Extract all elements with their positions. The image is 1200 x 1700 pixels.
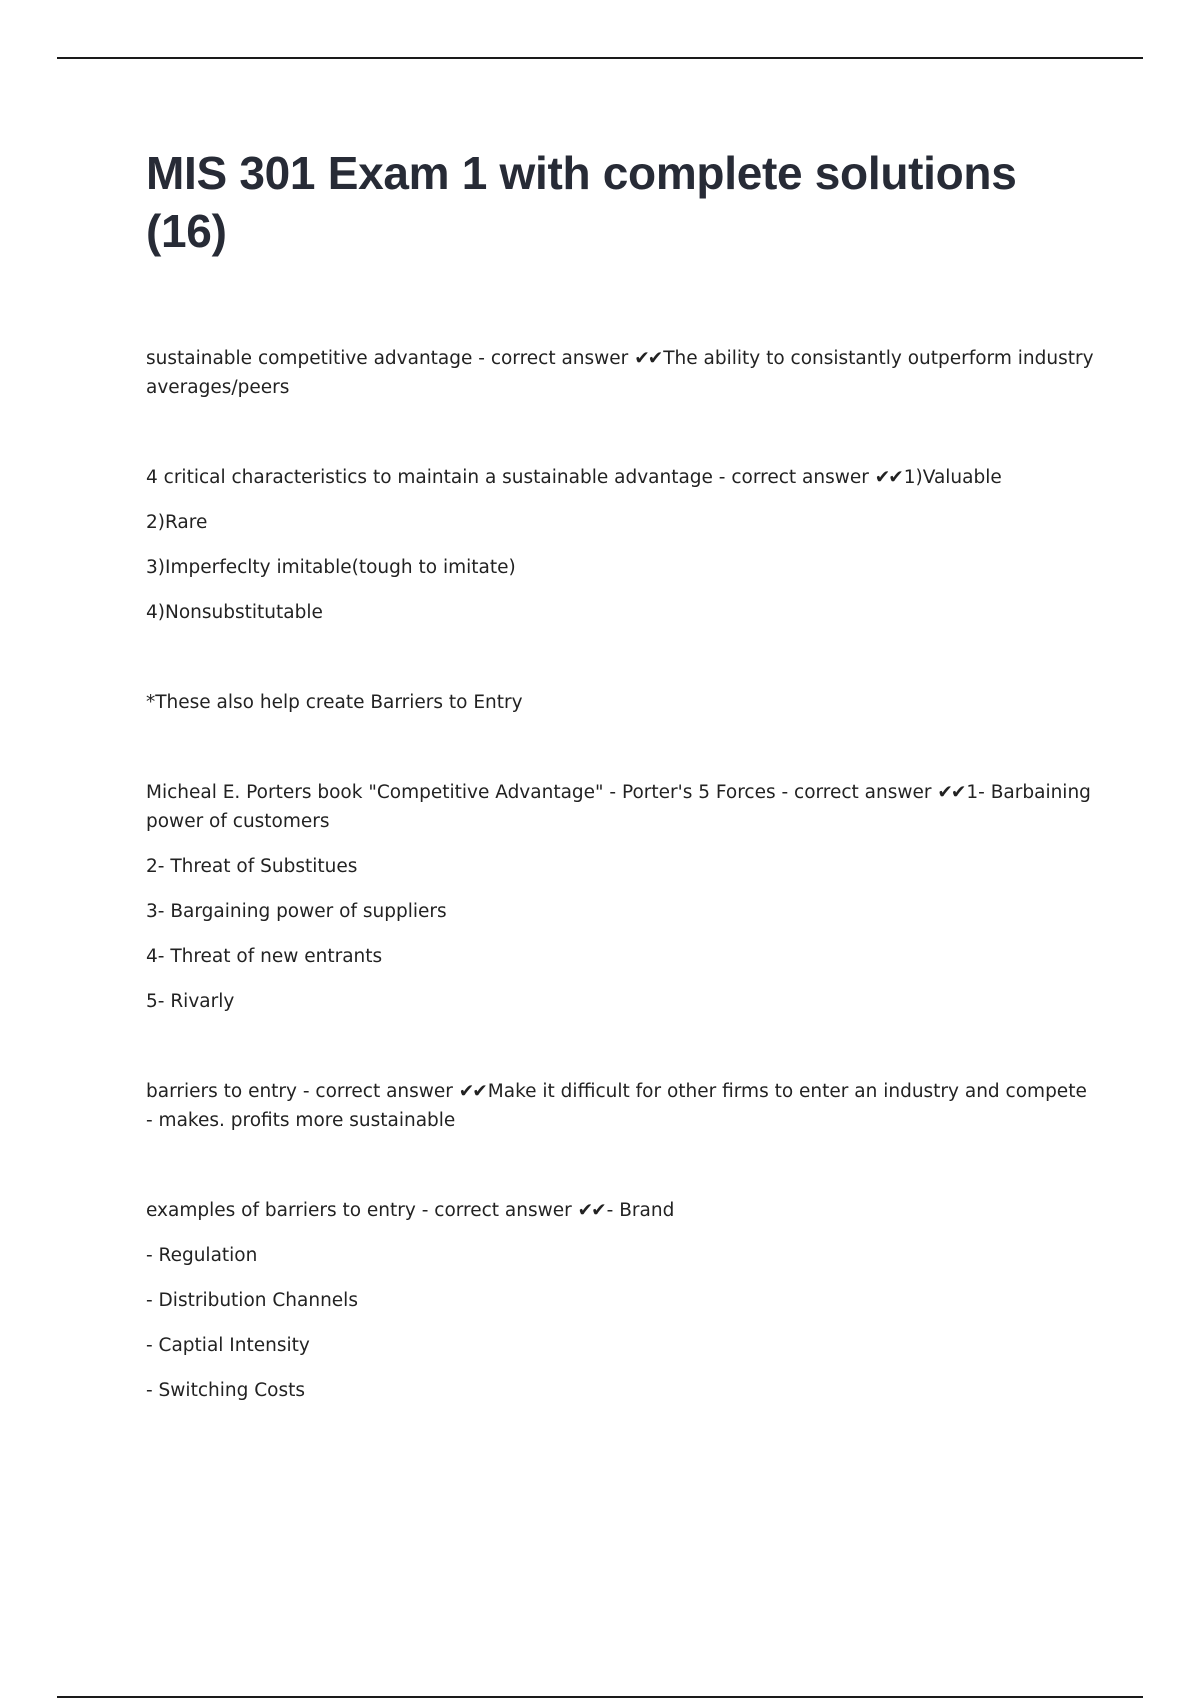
entry-first-line xyxy=(146,344,1096,402)
entry-list-line: - Captial Intensity xyxy=(146,1335,310,1356)
entry-list-line: 3)Imperfeclty imitable(tough to imitate) xyxy=(146,557,516,578)
entry-first-line xyxy=(146,1196,1096,1225)
entry-list-line: - Regulation xyxy=(146,1245,258,1266)
qa-entry xyxy=(146,1196,1096,1405)
double-check-icon: ✔✔ xyxy=(458,1081,486,1102)
top-rule xyxy=(57,57,1143,59)
entry-list-line: 4)Nonsubstitutable xyxy=(146,602,323,623)
entry-answer: 1)Valuable xyxy=(903,467,1002,488)
entry-answer: The ability to consistantly outperform industry averages/peers xyxy=(146,348,1094,398)
bottom-rule xyxy=(57,1696,1143,1698)
entry-list-line: - Switching Costs xyxy=(146,1380,305,1401)
entry-term: 4 critical characteristics to maintain a sustainable advantage - correct answer xyxy=(146,467,875,488)
entry-list-line: 2- Threat of Substitues xyxy=(146,856,358,877)
double-check-icon: ✔✔ xyxy=(634,348,662,369)
qa-entry xyxy=(146,778,1096,1016)
note-line: *These also help create Barriers to Entry xyxy=(146,692,523,713)
qa-entry xyxy=(146,1077,1096,1135)
entry-list-line: - Distribution Channels xyxy=(146,1290,358,1311)
entry-term: barriers to entry - correct answer xyxy=(146,1081,459,1102)
entry-list-line: 2)Rare xyxy=(146,512,208,533)
entry-first-line xyxy=(146,463,1096,492)
entry-term: examples of barriers to entry - correct answer xyxy=(146,1200,578,1221)
qa-note xyxy=(146,688,1096,717)
entry-list-line: 3- Bargaining power of suppliers xyxy=(146,901,447,922)
double-check-icon: ✔✔ xyxy=(577,1200,605,1221)
entry-first-line xyxy=(146,1077,1096,1135)
entry-answer: 1- Barbaining power of customers xyxy=(146,782,1091,832)
entry-term: sustainable competitive advantage - correct answer xyxy=(146,348,635,369)
entry-list-line: 5- Rivarly xyxy=(146,991,235,1012)
entry-answer: Make it difficult for other firms to enter an industry and compete - makes. profits more sustainable xyxy=(146,1081,1087,1131)
qa-entry xyxy=(146,463,1096,627)
document-title: MIS 301 Exam 1 with complete solutions (16) xyxy=(146,147,1017,257)
double-check-icon: ✔✔ xyxy=(874,467,902,488)
qa-entry xyxy=(146,344,1096,402)
document-content xyxy=(146,344,1096,1466)
entry-term: Micheal E. Porters book "Competitive Advantage" - Porter's 5 Forces - correct answer xyxy=(146,782,938,803)
entry-first-line xyxy=(146,778,1096,836)
entry-answer: - Brand xyxy=(606,1200,675,1221)
double-check-icon: ✔✔ xyxy=(937,782,965,803)
entry-list-line: 4- Threat of new entrants xyxy=(146,946,383,967)
